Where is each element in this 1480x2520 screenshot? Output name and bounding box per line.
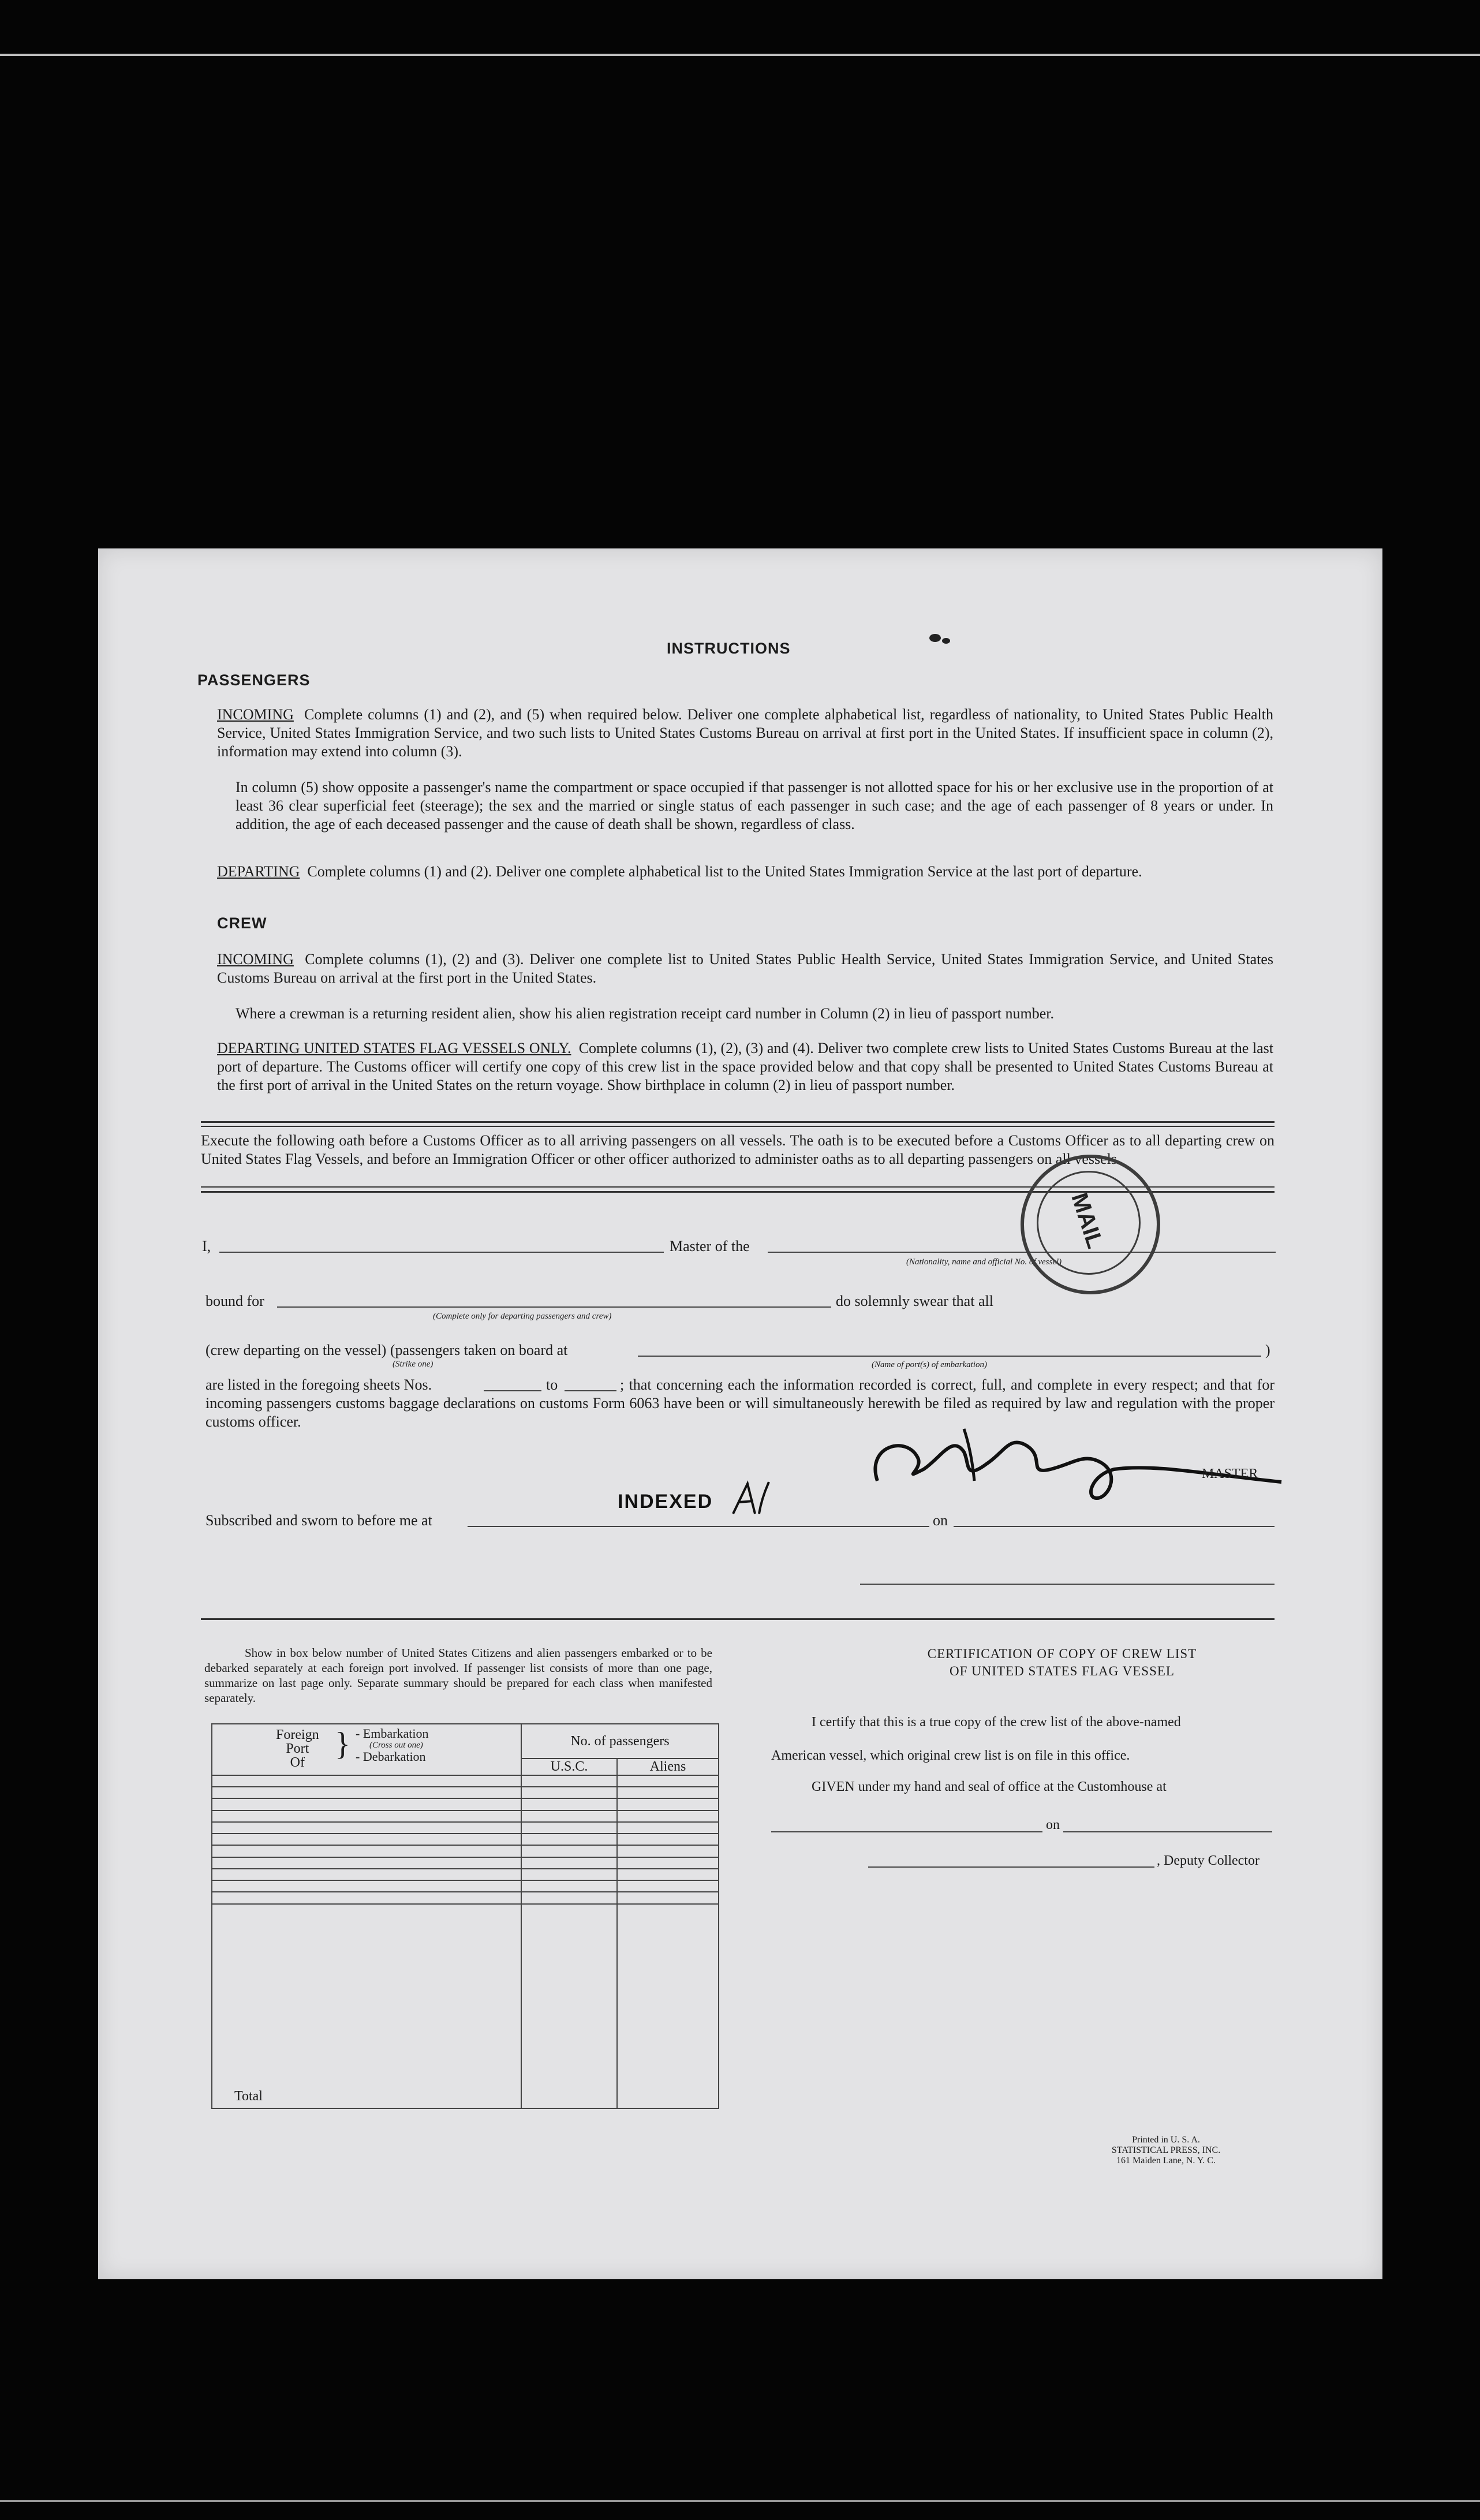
usc-cell[interactable] xyxy=(521,1880,617,1892)
crew-departing-paragraph xyxy=(217,1039,1273,1095)
aliens-cell[interactable] xyxy=(617,1822,719,1834)
printer-line-1: Printed in U. S. A. xyxy=(1132,2135,1200,2145)
port-cell[interactable] xyxy=(212,1787,521,1798)
aliens-cell[interactable] xyxy=(617,1857,719,1869)
given-line: GIVEN under my hand and seal of office at the Customhouse at xyxy=(812,1779,1167,1794)
table-row xyxy=(212,1845,719,1857)
table-row xyxy=(212,1857,719,1869)
usc-cell[interactable] xyxy=(521,1798,617,1810)
aliens-cell[interactable] xyxy=(617,1892,719,1903)
usc-header: U.S.C. xyxy=(521,1759,617,1775)
bound-for-field[interactable] xyxy=(277,1306,831,1308)
foreign-port-header xyxy=(212,1724,521,1775)
port-cell[interactable] xyxy=(212,1880,521,1892)
aliens-cell[interactable] xyxy=(617,1834,719,1845)
port-cell[interactable] xyxy=(212,1810,521,1822)
table-row xyxy=(212,1775,719,1787)
table-row xyxy=(212,1798,719,1810)
certify-line-1: I certify that this is a true copy of the crew list of the above-named xyxy=(812,1715,1181,1730)
certify-line-2: American vessel, which original crew list is on file in this office. xyxy=(771,1748,1130,1763)
port-cell[interactable] xyxy=(212,1775,521,1787)
aliens-cell[interactable] xyxy=(617,1845,719,1857)
total-label: Total xyxy=(212,1904,521,2108)
officer-signature-field[interactable] xyxy=(860,1584,1275,1585)
deputy-collector-label: , Deputy Collector xyxy=(1157,1853,1260,1868)
master-label: MASTER xyxy=(1202,1466,1258,1481)
ports-summary-table xyxy=(211,1723,719,2109)
passengers-incoming-text: Complete columns (1) and (2), and (5) when required below. Deliver one complete alphabetical list, regardless of nationality, to United States Public Health Service, United States Immigration Service, and two such lists to United States Customs Bureau on arrival at first port in the United States. If insufficient space in column (2), information may extend into column (3). xyxy=(217,706,1273,760)
port-caption: (Name of port(s) of embarkation) xyxy=(872,1360,987,1369)
port-cell[interactable] xyxy=(212,1834,521,1845)
certification-title xyxy=(860,1645,1264,1680)
aliens-cell[interactable] xyxy=(617,1787,719,1798)
ink-mark xyxy=(929,634,941,642)
indexed-stamp: INDEXED xyxy=(618,1491,713,1513)
table-row xyxy=(212,1869,719,1880)
port-cell[interactable] xyxy=(212,1869,521,1880)
port-cell[interactable] xyxy=(212,1845,521,1857)
printer-line-2: STATISTICAL PRESS, INC. xyxy=(1111,2145,1221,2155)
passengers-departing-text: Complete columns (1) and (2). Deliver one complete alphabetical list to the United States Immigration Service at the last port of departure. xyxy=(307,863,1142,880)
listed-text-1: are listed in the foregoing sheets Nos. xyxy=(205,1376,432,1393)
cross-out-label: (Cross out one) xyxy=(369,1741,423,1750)
sworn-on-label: on xyxy=(933,1512,948,1529)
embarkation-options xyxy=(356,1728,428,1763)
table-row xyxy=(212,1880,719,1892)
aliens-cell[interactable] xyxy=(617,1880,719,1892)
crew-incoming-paragraph xyxy=(217,950,1273,987)
table-header-row xyxy=(212,1724,719,1759)
scan-top-border xyxy=(0,54,1480,56)
scan-bottom-border xyxy=(0,2500,1480,2502)
summary-instructions: Show in box below number of United States Citizens and alien passengers embarked or to be debarked separately at each foreign port involved. If passenger list consists of more than one page, summarize on last page only. Separate summary should be prepared for each class when manifested separately. xyxy=(204,1646,712,1705)
foreign-word: Foreign xyxy=(276,1727,319,1742)
divider xyxy=(201,1618,1275,1620)
vessel-field[interactable] xyxy=(768,1252,1276,1253)
usc-cell[interactable] xyxy=(521,1834,617,1845)
usc-cell[interactable] xyxy=(521,1810,617,1822)
oath-i-label: I, xyxy=(202,1238,211,1255)
passengers-departing-paragraph xyxy=(217,863,1273,881)
sworn-place-field[interactable] xyxy=(468,1526,929,1527)
table-row xyxy=(212,1787,719,1798)
vessel-caption: (Nationality, name and official No. of vessel) xyxy=(906,1257,1062,1267)
usc-cell[interactable] xyxy=(521,1787,617,1798)
instructions-title: INSTRUCTIONS xyxy=(667,640,791,657)
crew-departing-text: Complete columns (1), (2), (3) and (4). Deliver two complete crew lists to United States Customs Bureau at the last port of departure. The Customs officer will certify one copy of this crew list in the space provided below and that copy shall be presented to United States Customs Bureau at the first port of arrival in the United States on the return voyage. Show birthplace in column (2) in lieu of passport number. xyxy=(217,1040,1274,1093)
listed-to: to xyxy=(546,1376,558,1393)
port-cell[interactable] xyxy=(212,1798,521,1810)
listed-text-2: ; that concerning each the information recorded is correct, full, and complete in every respect; and that for incoming passengers customs baggage declarations on customs Form 6063 have been or will simultaneously herewith be filed as required by law and regulation with the proper customs officer. xyxy=(205,1376,1275,1430)
indexed-initials xyxy=(727,1479,773,1520)
subscribed-label: Subscribed and sworn to before me at xyxy=(205,1512,432,1529)
passengers-incoming-label: INCOMING xyxy=(217,706,294,723)
crew-heading: CREW xyxy=(217,914,267,932)
cert-on-label: on xyxy=(1046,1817,1060,1832)
printer-imprint xyxy=(1097,2135,1235,2166)
port-cell[interactable] xyxy=(212,1822,521,1834)
aliens-header: Aliens xyxy=(617,1759,719,1775)
divider xyxy=(201,1126,1275,1127)
master-of-label: Master of the xyxy=(670,1238,750,1255)
port-cell[interactable] xyxy=(212,1892,521,1903)
ink-mark xyxy=(942,638,950,644)
oath-instructions: Execute the following oath before a Customs Officer as to all arriving passengers on all vessels. The oath is to be executed before a Customs Officer as to all departing crew on United States Flag Vessels, and before an Immigration Officer or other officer authorized to administer oaths as to all departing passengers on all vessels. xyxy=(201,1132,1275,1167)
passengers-column5-paragraph: In column (5) show opposite a passenger's name the compartment or space occupied if that passenger is not allotted space for his or her exclusive use in the proportion of at least 36 clear superficial feet (steerage); the sex and the married or single status of each passenger in such case; and the age of each passenger of 8 years or under. In addition, the age of each deceased passenger and the cause of death shall be shown, regardless of class. xyxy=(236,779,1273,832)
brace: } xyxy=(335,1726,350,1762)
crew-departing-label: DEPARTING UNITED STATES FLAG VESSELS ONLY. xyxy=(217,1040,571,1056)
table-row xyxy=(212,1810,719,1822)
aliens-cell[interactable] xyxy=(617,1775,719,1787)
bound-for-caption: (Complete only for departing passengers and crew) xyxy=(433,1312,612,1321)
table-row xyxy=(212,1822,719,1834)
table-row xyxy=(212,1834,719,1845)
usc-cell[interactable] xyxy=(521,1845,617,1857)
bound-for-label: bound for xyxy=(205,1293,264,1309)
usc-cell[interactable] xyxy=(521,1775,617,1787)
printer-line-3: 161 Maiden Lane, N. Y. C. xyxy=(1116,2156,1216,2166)
crew-departing-oath-text: (crew departing on the vessel) (passengers taken on board at xyxy=(205,1342,568,1358)
port-cell[interactable] xyxy=(212,1857,521,1869)
aliens-cell[interactable] xyxy=(617,1810,719,1822)
no-passengers-header: No. of passengers xyxy=(521,1724,719,1759)
customhouse-field[interactable] xyxy=(771,1831,1042,1832)
certification-title-line-1: CERTIFICATION OF COPY OF CREW LIST xyxy=(927,1647,1197,1661)
strike-caption: (Strike one) xyxy=(393,1360,433,1369)
crew-incoming-label: INCOMING xyxy=(217,951,294,968)
sworn-date-field[interactable] xyxy=(954,1526,1275,1527)
cert-date-field[interactable] xyxy=(1063,1831,1272,1832)
usc-cell[interactable] xyxy=(521,1822,617,1834)
debarkation-label: - Debarkation xyxy=(356,1749,426,1764)
divider xyxy=(201,1121,1275,1123)
swear-text: do solemnly swear that all xyxy=(836,1293,993,1309)
mail-stamp-text: MAIL xyxy=(1066,1190,1108,1252)
crew-incoming-text: Complete columns (1), (2) and (3). Deliver one complete list to United States Public Health Service, United States Immigration Service, and United States Customs Bureau on arrival at the first port in the United States. xyxy=(217,951,1273,986)
usc-total-cell[interactable] xyxy=(521,1904,617,2108)
foreign-port-of xyxy=(276,1728,319,1769)
port-field[interactable] xyxy=(638,1356,1261,1357)
of-word: Of xyxy=(290,1755,305,1770)
port-word: Port xyxy=(286,1741,309,1756)
certification-title-line-2: OF UNITED STATES FLAG VESSEL xyxy=(950,1664,1175,1678)
close-paren: ) xyxy=(1265,1342,1270,1358)
passengers-departing-label: DEPARTING xyxy=(217,863,300,880)
document-page xyxy=(98,548,1382,2279)
usc-cell[interactable] xyxy=(521,1869,617,1880)
usc-cell[interactable] xyxy=(521,1857,617,1869)
master-signature xyxy=(854,1412,1293,1504)
passengers-heading: PASSENGERS xyxy=(197,671,311,689)
aliens-total-cell[interactable] xyxy=(617,1904,719,2108)
aliens-cell[interactable] xyxy=(617,1869,719,1880)
total-row xyxy=(212,1904,719,2108)
usc-cell[interactable] xyxy=(521,1892,617,1903)
deputy-collector-field[interactable] xyxy=(868,1866,1154,1868)
table-row xyxy=(212,1892,719,1903)
embarkation-label: - Embarkation xyxy=(356,1726,429,1741)
crew-resident-paragraph: Where a crewman is a returning resident alien, show his alien registration receipt card number in Column (2) in lieu of passport number. xyxy=(236,1005,1055,1022)
master-name-field[interactable] xyxy=(219,1252,664,1253)
mail-stamp xyxy=(1021,1155,1160,1294)
aliens-cell[interactable] xyxy=(617,1798,719,1810)
passengers-incoming-paragraph xyxy=(217,705,1273,761)
